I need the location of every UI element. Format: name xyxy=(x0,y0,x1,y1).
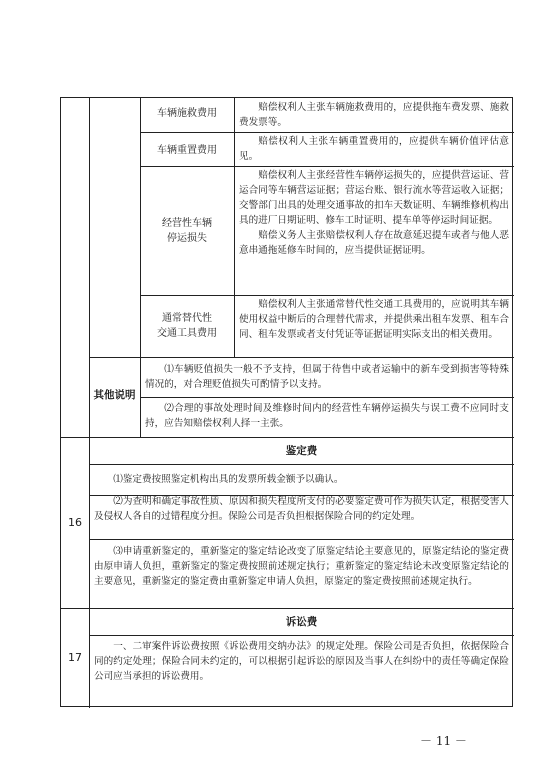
row-line-1 xyxy=(140,132,514,133)
rebuy-label: 车辆重置费用 xyxy=(157,145,217,156)
operating-label-line1: 经营性车辆 xyxy=(162,218,212,229)
row-line-5 xyxy=(140,397,514,398)
section-16-item-2: ⑵为查明和确定事故性质、原因和损失程度所支付的必要鉴定费可作为损失认定，根据受害人及侵权人各自的过错程度分担。保险公司是否负担根据保险合同的约定处理。 xyxy=(94,496,509,522)
section-17-item-1: 一、二审案件诉讼费按照《诉讼费用交纳办法》的规定处理。保险公司是否负担，依据保险合同的约定处理；保险合同未约定的，可以根据引起诉讼的原因及当事人在纠纷中的责任等确定保险公司应当承担的诉讼费用。 xyxy=(94,641,509,682)
row-line-16c xyxy=(89,539,514,540)
substitute-label-line1: 通常替代性 xyxy=(162,313,212,324)
section-17-title: 诉讼费 xyxy=(285,616,318,628)
label-column-line xyxy=(234,98,235,357)
section-16-title: 鉴定费 xyxy=(285,445,318,457)
section-17-number: 17 xyxy=(68,651,82,664)
rescue-label: 车辆施救费用 xyxy=(157,108,217,119)
operating-text-1: 赔偿权利人主张经营性车辆停运损失的，应提供营运证、营运合同等车辆营运证据；营运台账、银行流水等营运收入证据；交警部门出具的处理交通事故的扣车天数证明、车辆维修机构出具的进厂日期证明、修车工时证明、提车单等停运时间证据。 xyxy=(239,170,509,226)
section-16-number: 16 xyxy=(68,516,82,529)
operating-text xyxy=(239,168,509,258)
row-line-2 xyxy=(140,166,514,167)
operating-label-line2: 停运损失 xyxy=(167,233,207,244)
row-line-17a xyxy=(89,635,514,636)
divider-17 xyxy=(61,608,514,609)
other-text-2: ⑵合理的事故处理时间及维修时间内的经营性车辆停运损失与误工费不应同时支持，应告知赔偿权利人择一主张。 xyxy=(145,403,509,429)
section-16-item-3: ⑶申请重新鉴定的，重新鉴定的鉴定结论改变了原鉴定结论主要意见的，原鉴定结论的鉴定费由原申请人负担，重新鉴定的鉴定费按照前述规定执行；重新鉴定的鉴定结论未改变原鉴定结论的主要意见，重新鉴定的鉴定费由重新鉴定申请人负担，原鉴定的鉴定费按照前述规定执行。 xyxy=(94,546,509,587)
row-line-3 xyxy=(140,295,514,296)
operating-text-2: 赔偿义务人主张赔偿权利人存在故意延迟提车或者与他人恶意串通拖延修车时间的，应当提供证据证明。 xyxy=(239,230,509,256)
row-line-4 xyxy=(89,357,514,358)
other-label: 其他说明 xyxy=(93,389,136,401)
operating-label xyxy=(140,216,234,246)
substitute-label-line2: 交通工具费用 xyxy=(157,328,217,339)
substitute-label xyxy=(140,311,234,341)
rescue-text: 赔偿权利人主张车辆施救费用的，应提供拖车费发票、施救费发票等。 xyxy=(239,102,509,128)
substitute-text: 赔偿权利人主张通常替代性交通工具费用的，应说明其车辆使用权益中断后的合理替代需求，并提供乘出租车发票、租车合同、租车发票或者支付凭证等证据证明实际支出的相关费用。 xyxy=(239,299,509,340)
row-line-16a xyxy=(89,464,514,465)
other-text-1: ⑴车辆贬值损失一般不予支持，但属于待售中或者运输中的新车受到损害等特殊情况的，对合理贬值损失可酌情予以支持。 xyxy=(145,364,509,390)
divider-16 xyxy=(61,437,514,438)
rules-table xyxy=(60,97,513,707)
section-16-item-1: ⑴鉴定费按照鉴定机构出具的发票所载金额予以确认。 xyxy=(113,474,344,485)
page-number: － 11 － xyxy=(420,734,467,748)
rebuy-text: 赔偿权利人主张车辆重置费用的，应提供车辆价值评估意见。 xyxy=(239,136,509,162)
